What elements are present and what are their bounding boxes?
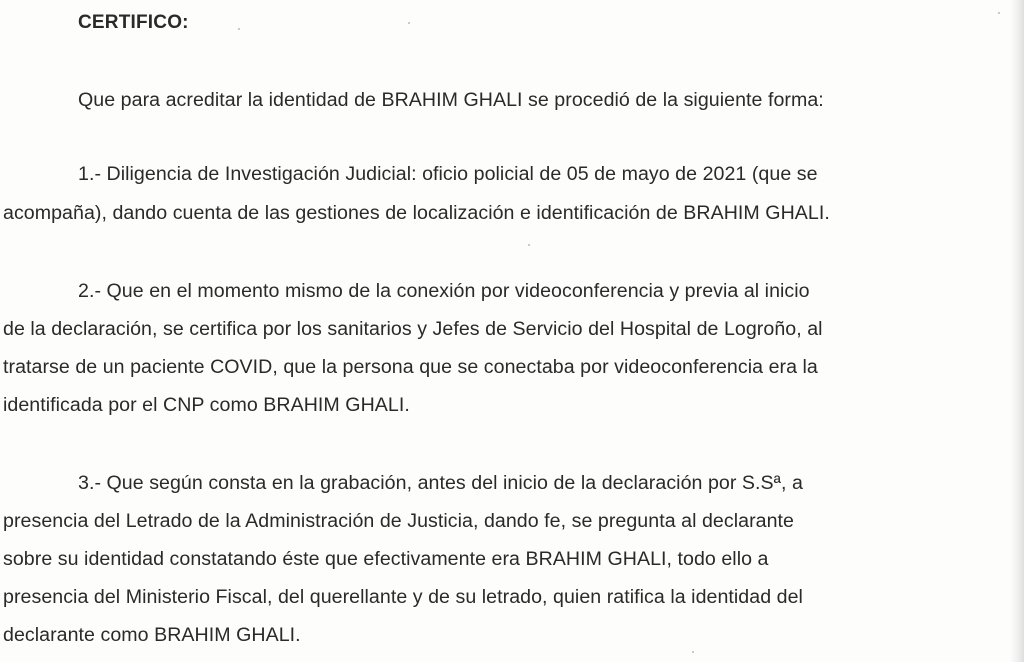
paragraph-3-line-1: 3.- Que según consta en la grabación, antes del inicio de la declaración por S.Sª, a bbox=[78, 472, 803, 494]
scan-speck bbox=[998, 12, 1000, 14]
paragraph-3-line-2: presencia del Letrado de la Administración de Justicia, dando fe, se pregunta al declarante bbox=[3, 510, 794, 532]
paragraph-1-line-2: acompaña), dando cuenta de las gestiones de localización e identificación de BRAHIM GHALI. bbox=[3, 202, 830, 224]
paragraph-3-line-3: sobre su identidad constatando éste que efectivamente era BRAHIM GHALI, todo ello a bbox=[3, 548, 769, 570]
paragraph-1-line-1: 1.- Diligencia de Investigación Judicial: oficio policial de 05 de mayo de 2021 (que se bbox=[78, 163, 818, 185]
paragraph-2-line-4: identificada por el CNP como BRAHIM GHALI. bbox=[3, 394, 410, 416]
heading-certifico: CERTIFICO: bbox=[78, 12, 189, 33]
scan-speck bbox=[408, 22, 410, 24]
intro-line: Que para acreditar la identidad de BRAHIM GHALI se procedió de la siguiente forma: bbox=[78, 89, 824, 111]
paragraph-2-line-1: 2.- Que en el momento mismo de la conexión por videoconferencia y previa al inicio bbox=[78, 280, 810, 302]
paragraph-3-line-4: presencia del Ministerio Fiscal, del querellante y de su letrado, quien ratifica la identidad del bbox=[3, 586, 803, 608]
paragraph-3-line-5: declarante como BRAHIM GHALI. bbox=[3, 624, 301, 646]
scan-speck bbox=[692, 651, 694, 653]
scan-speck bbox=[238, 28, 240, 30]
scan-shadow-edge bbox=[1010, 0, 1024, 662]
paragraph-2-line-3: tratarse de un paciente COVID, que la persona que se conectaba por videoconferencia era la bbox=[3, 356, 818, 378]
paragraph-2-line-2: de la declaración, se certifica por los sanitarios y Jefes de Servicio del Hospital de Logroño, al bbox=[3, 318, 823, 340]
scan-speck bbox=[528, 244, 530, 246]
